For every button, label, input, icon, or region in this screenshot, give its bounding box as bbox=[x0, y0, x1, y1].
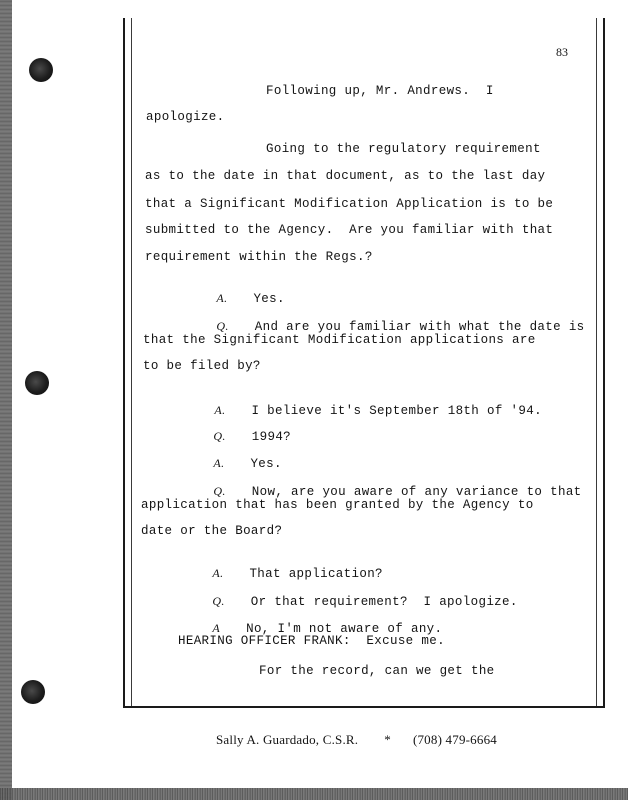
punch-hole-bottom bbox=[21, 680, 45, 704]
reporter-name: Sally A. Guardado, C.S.R. bbox=[216, 732, 359, 747]
transcript-line: application that has been granted by the Agency to bbox=[141, 498, 534, 512]
transcript-line: HEARING OFFICER FRANK: Excuse me. bbox=[178, 634, 445, 648]
line-text: Or that requirement? I apologize. bbox=[250, 595, 518, 609]
line-text: I believe it's September 18th of '94. bbox=[251, 404, 542, 418]
line-text: 1994? bbox=[251, 430, 292, 444]
answer-marker: A bbox=[212, 621, 221, 635]
line-text: Yes. bbox=[250, 457, 282, 471]
transcript-line: that a Significant Modification Application is to be bbox=[145, 197, 554, 211]
transcript-line: submitted to the Agency. Are you familiar with that bbox=[145, 223, 554, 237]
page-number: 83 bbox=[556, 45, 568, 59]
scan-edge-left bbox=[0, 0, 12, 800]
question-marker: Q. bbox=[213, 484, 226, 498]
question-marker: Q. bbox=[212, 594, 225, 608]
transcript-line: apologize. bbox=[146, 110, 225, 124]
reporter-phone: (708) 479-6664 bbox=[412, 732, 497, 747]
transcript-line: date or the Board? bbox=[141, 524, 283, 538]
question-marker: Q. bbox=[216, 319, 229, 333]
transcript-line: that the Significant Modification applications are bbox=[143, 333, 536, 347]
line-text: No, I'm not aware of any. bbox=[246, 622, 443, 636]
answer-marker: A. bbox=[214, 403, 226, 417]
scan-edge-bottom bbox=[0, 788, 628, 800]
transcript-line: Following up, Mr. Andrews. I bbox=[266, 84, 494, 98]
transcript-line: requirement within the Regs.? bbox=[145, 250, 373, 264]
answer-marker: A. bbox=[212, 566, 224, 580]
line-text: That application? bbox=[249, 567, 383, 581]
answer-marker: A. bbox=[216, 291, 228, 305]
transcript-line: Going to the regulatory requirement bbox=[266, 142, 541, 156]
reporter-footer bbox=[216, 732, 497, 748]
line-text: Now, are you aware of any variance to that bbox=[251, 485, 582, 499]
answer-marker: A. bbox=[213, 456, 225, 470]
transcript-line: For the record, can we get the bbox=[259, 664, 495, 678]
transcript-line: as to the date in that document, as to the last day bbox=[145, 169, 546, 183]
transcript-line: to be filed by? bbox=[143, 359, 261, 373]
punch-hole-middle bbox=[25, 371, 49, 395]
line-text: And are you familiar with what the date is bbox=[254, 320, 585, 334]
line-text: Yes. bbox=[253, 292, 285, 306]
punch-hole-top bbox=[29, 58, 53, 82]
question-marker: Q. bbox=[213, 429, 226, 443]
footer-separator: * bbox=[384, 732, 391, 747]
